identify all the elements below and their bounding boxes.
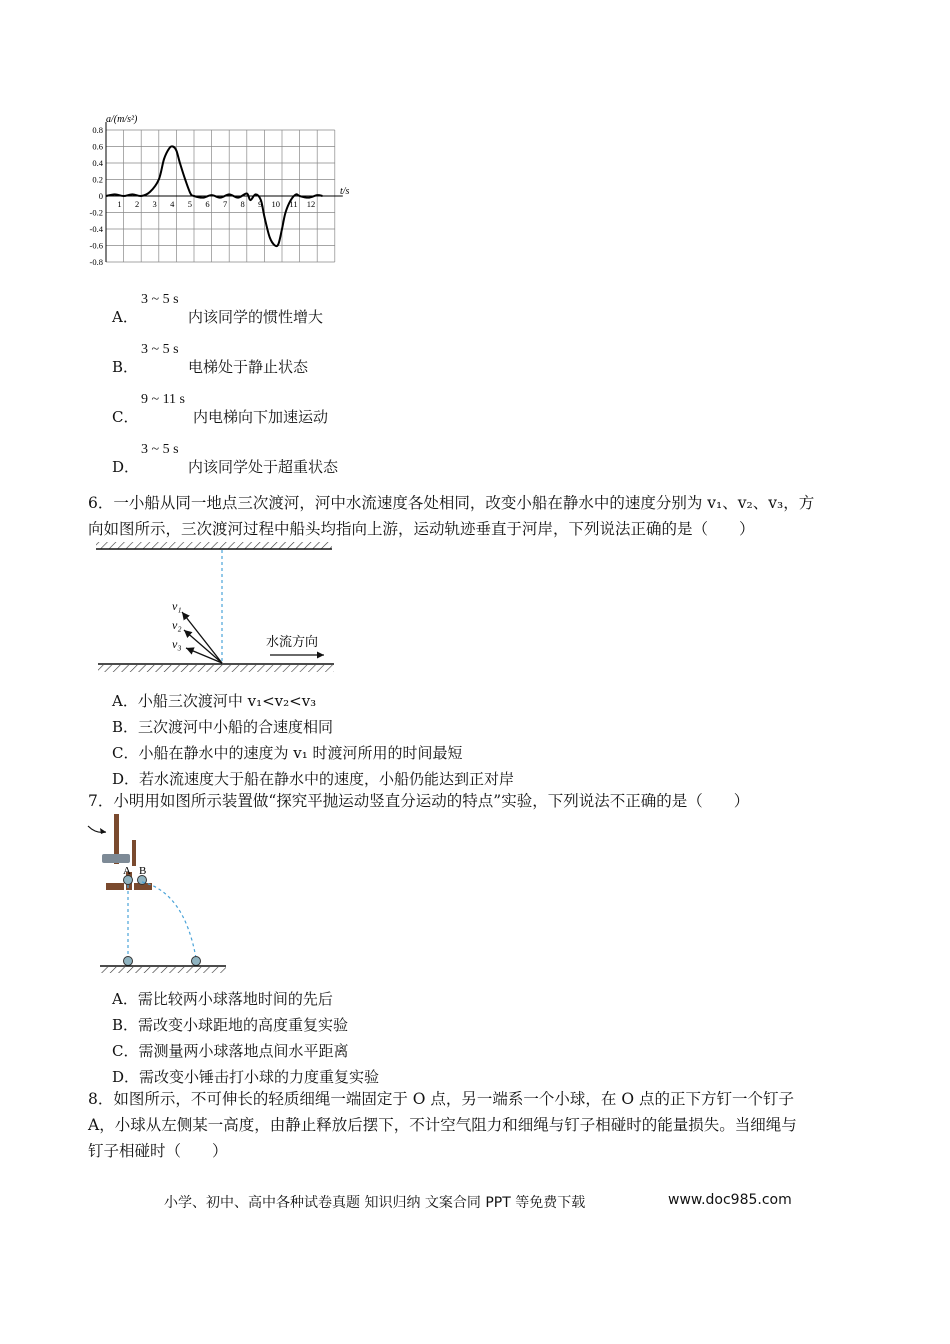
y-tick-label: -0.2 xyxy=(89,207,103,218)
footer-url[interactable]: www.doc985.com xyxy=(668,1192,792,1208)
y-tick-label: 0.8 xyxy=(92,125,103,135)
x-tick-label: 7 xyxy=(222,199,228,209)
q7-options xyxy=(112,986,379,1090)
flow-direction-label: 水流方向 xyxy=(266,635,319,650)
hammer-head xyxy=(102,854,130,863)
q7-option-b[interactable]: B．需改变小球距地的高度重复实验 xyxy=(112,1016,349,1034)
x-tick-label: 11 xyxy=(289,199,298,209)
q6-options xyxy=(112,688,514,792)
x-tick-label: 2 xyxy=(134,199,140,209)
ball-a-label: A xyxy=(123,865,131,877)
q5-option-c-range: 9 ~ 11 s xyxy=(141,392,186,407)
platform-left xyxy=(106,883,124,890)
support-post xyxy=(132,840,136,866)
swing-arrow-head xyxy=(100,828,106,834)
x-tick-label: 3 xyxy=(152,199,157,209)
projectile-apparatus-diagram xyxy=(84,812,234,974)
v1-label: v₁ xyxy=(172,599,182,613)
q7-option-c[interactable]: C．需测量两小球落地点间水平距离 xyxy=(112,1042,349,1060)
q6-stem-line2: 向如图所示，三次渡河过程中船头均指向上游，运动轨迹垂直于河岸，下列说法正确的是（ ） xyxy=(88,520,755,538)
x-tick-labels xyxy=(117,199,315,209)
footer-text: 小学、初中、高中各种试卷真题 知识归纳 文案合同 PPT 等免费下载 xyxy=(164,1195,586,1211)
q8-stem-line3: 钉子相碰时（ ） xyxy=(88,1142,228,1160)
y-tick-labels xyxy=(90,125,104,267)
acceleration-time-graph xyxy=(84,112,354,272)
q5-option-c-text: 内电梯向下加速运动 xyxy=(193,408,329,426)
ball-b-parabolic-path xyxy=(142,882,196,958)
q7-stem: 7．小明用如图所示装置做“探究平抛运动竖直分运动的特点”实验，下列说法不正确的是（ ） xyxy=(88,792,750,810)
q5-option-b[interactable]: B． xyxy=(112,358,139,376)
v2-arrow xyxy=(184,630,222,663)
q6-option-d[interactable]: D．若水流速度大于船在静水中的速度，小船仍能达到正对岸 xyxy=(112,770,515,788)
q5-option-a-text: 内该同学的惯性增大 xyxy=(188,308,324,326)
q5-option-c[interactable]: C． xyxy=(112,408,139,426)
y-tick-label: 0.6 xyxy=(92,141,103,152)
q5-option-a[interactable]: A． xyxy=(112,308,138,326)
x-tick-label: 12 xyxy=(306,199,316,209)
y-tick-label: -0.4 xyxy=(89,224,103,234)
q5-option-d-text: 内该同学处于超重状态 xyxy=(188,458,339,476)
x-tick-label: 9 xyxy=(258,199,263,209)
lower-bank-hatching xyxy=(98,665,334,672)
q8-stem xyxy=(88,1086,888,1164)
q5-option-b-text: 电梯处于静止状态 xyxy=(188,358,309,376)
upper-bank-hatching xyxy=(96,542,332,549)
q8-stem-line2: A，小球从左侧某一高度，由静止释放后摆下，不计空气阻力和细绳与钉子相碰时的能量损失。当细绳与 xyxy=(88,1116,797,1134)
v2-label: v₂ xyxy=(172,618,182,632)
x-tick-label: 1 xyxy=(117,199,122,209)
q6-option-a[interactable]: A．小船三次渡河中 v₁<v₂<v₃ xyxy=(112,692,317,710)
ball-a-landed xyxy=(124,957,133,966)
x-axis-label: t/s xyxy=(340,186,350,197)
y-tick-label: 0.4 xyxy=(92,158,103,168)
q7-option-d[interactable]: D．需改变小锤击打小球的力度重复实验 xyxy=(112,1068,380,1086)
y-axis-label: a/(m/s²) xyxy=(106,114,138,125)
q5-option-d-range: 3 ~ 5 s xyxy=(141,442,179,457)
x-tick-label: 8 xyxy=(240,199,245,209)
ball-b-label: B xyxy=(139,865,147,877)
q6-option-c[interactable]: C．小船在静水中的速度为 v₁ 时渡河所用的时间最短 xyxy=(112,744,463,762)
y-tick-label: 0.2 xyxy=(92,174,103,185)
y-tick-label: -0.8 xyxy=(89,257,103,267)
x-tick-label: 4 xyxy=(170,199,175,209)
y-tick-label: -0.6 xyxy=(89,240,103,251)
y-tick-label: 0 xyxy=(98,191,103,201)
q6-option-b[interactable]: B．三次渡河中小船的合速度相同 xyxy=(112,718,334,736)
v3-label: v₃ xyxy=(172,637,182,651)
q6-stem xyxy=(88,490,888,542)
q8-stem-line1: 8．如图所示，不可伸长的轻质细绳一端固定于 O 点，另一端系一个小球，在 O 点的正下方钉一个钉子 xyxy=(88,1090,794,1108)
x-tick-label: 5 xyxy=(187,199,192,209)
ball-b-landed xyxy=(192,957,201,966)
q5-option-b-range: 3 ~ 5 s xyxy=(141,342,179,357)
q5-option-d[interactable]: D． xyxy=(112,458,140,476)
x-tick-label: 6 xyxy=(205,199,210,209)
ground-hatching xyxy=(100,967,226,973)
river-diagram xyxy=(92,540,342,675)
x-tick-label: 10 xyxy=(271,199,280,209)
q6-stem-line1: 6．一小船从同一地点三次渡河，河中水流速度各处相同，改变小船在静水中的速度分别为 v₁、v₂、v₃，方 xyxy=(88,494,815,512)
q7-option-a[interactable]: A．需比较两小球落地时间的先后 xyxy=(112,990,333,1008)
q5-option-a-range: 3 ~ 5 s xyxy=(141,292,179,307)
